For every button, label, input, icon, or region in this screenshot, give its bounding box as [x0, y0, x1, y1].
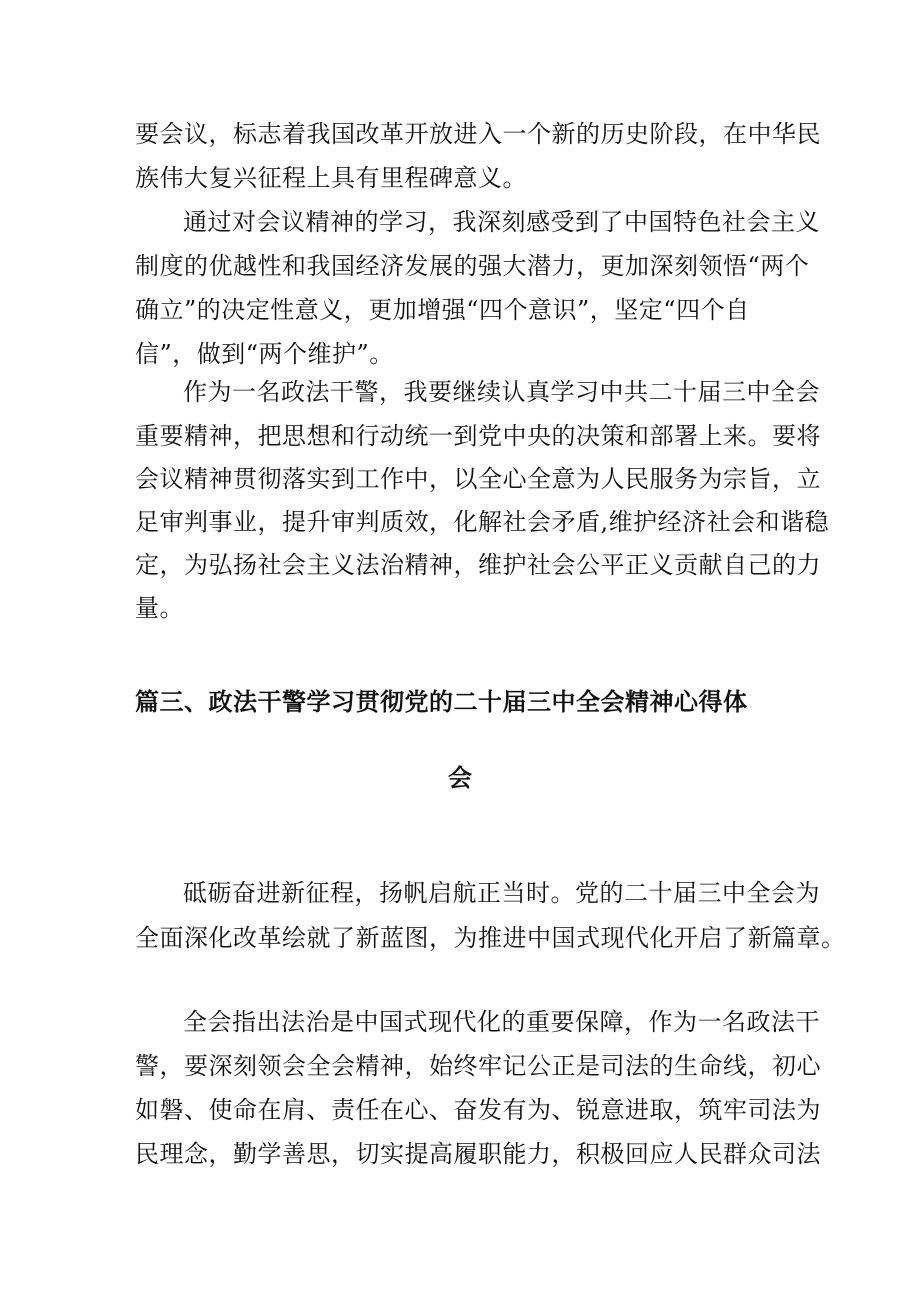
paragraph-4-line-2: 全面深化改革绘就了新蓝图，为推进中国式现代化开启了新篇章。 [135, 924, 846, 952]
paragraph-5-line-1: 全会指出法治是中国式现代化的重要保障，作为一名政法干 [183, 1008, 820, 1036]
paragraph-3-line-3: 会议精神贯彻落实到工作中，以全心全意为人民服务为宗旨，立 [135, 465, 821, 493]
paragraph-3-line-2: 重要精神，把思想和行动统一到党中央的决策和部署上来。要将 [135, 422, 821, 450]
paragraph-2-line-2: 制度的优越性和我国经济发展的强大潜力，更加深刻领悟“两个 [135, 252, 810, 280]
paragraph-3-line-5: 定，为弘扬社会主义法治精神，维护社会公平正义贡献自己的力 [135, 551, 821, 579]
paragraph-3-line-4: 足审判事业，提升审判质效，化解社会矛盾,维护经济社会和谐稳 [135, 508, 830, 536]
paragraph-3-line-1: 作为一名政法干警，我要继续认真学习中共二十届三中全会 [183, 378, 820, 406]
paragraph-4-line-1: 砥砺奋进新征程，扬帆启航正当时。党的二十届三中全会为 [183, 879, 820, 907]
paragraph-5-line-3: 如磐、使命在肩、责任在心、奋发有为、锐意进取，筑牢司法为 [135, 1096, 821, 1124]
paragraph-3-line-6: 量。 [135, 594, 184, 622]
paragraph-5-line-4: 民理念，勤学善思，切实提高履职能力，积极回应人民群众司法 [135, 1140, 821, 1168]
paragraph-2-line-1: 通过对会议精神的学习，我深刻感受到了中国特色社会主义 [183, 208, 820, 236]
section-heading: 篇三、政法干警学习贯彻党的二十届三中全会精神心得体 [135, 688, 748, 716]
paragraph-2-line-4: 信”，做到“两个维护”。 [135, 340, 394, 368]
paragraph-1-line-1: 要会议，标志着我国改革开放进入一个新的历史阶段，在中华民 [135, 120, 821, 148]
paragraph-2-line-3: 确立”的决定性意义，更加增强“四个意识”，坚定“四个自 [135, 296, 750, 324]
paragraph-1-line-2: 族伟大复兴征程上具有里程碑意义。 [135, 164, 527, 192]
section-heading-continuation: 会 [448, 764, 472, 792]
paragraph-5-line-2: 警，要深刻领会全会精神，始终牢记公正是司法的生命线，初心 [135, 1052, 821, 1080]
